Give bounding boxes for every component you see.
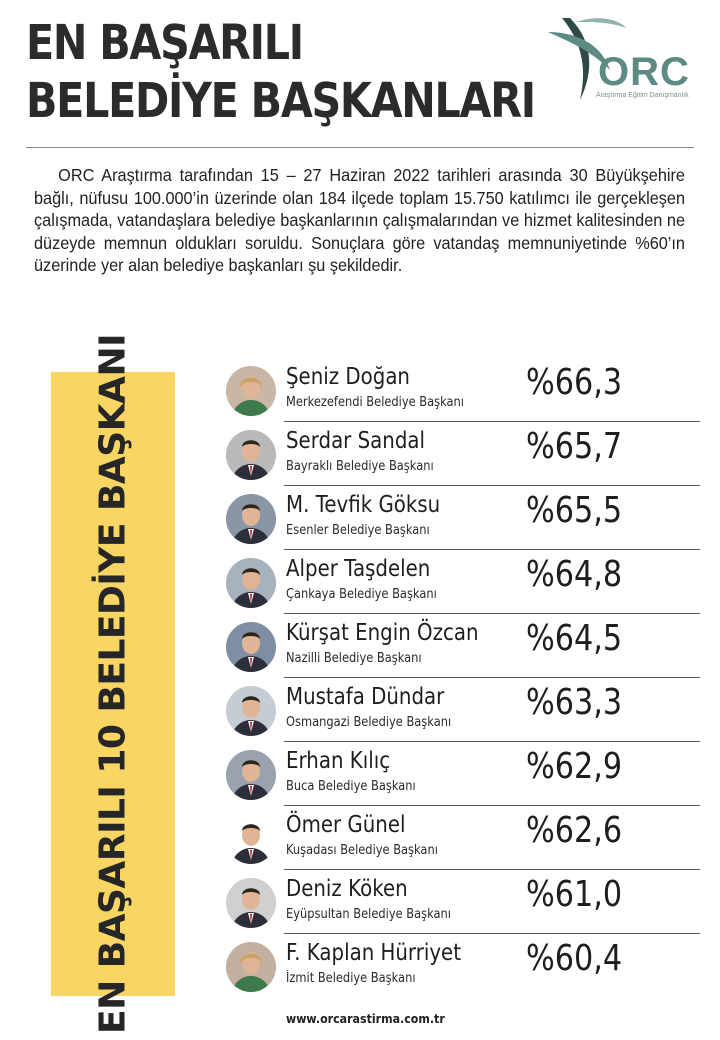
mayor-row — [222, 486, 700, 550]
mayor-portrait-icon — [226, 622, 276, 672]
mayor-name: Kürşat Engin Özcan — [286, 620, 479, 646]
mayor-name: Deniz Köken — [286, 876, 408, 902]
page-title-line-1: EN BAŞARILI — [26, 15, 303, 71]
header-divider — [26, 147, 694, 148]
footer-url[interactable]: www.orcarastirma.com.tr — [286, 1012, 445, 1026]
mayor-score: %62,9 — [526, 746, 623, 787]
mayor-row — [222, 678, 700, 742]
intro-paragraph: ORC Araştırma tarafından 15 – 27 Haziran 2022 tarihleri arasında 30 Büyükşehire bağlı, nüfusu 100.000’in üzerinde olan 184 ilçede toplam 15.750 katılımcı ile gerçekleşen çalışmada, vatandaşlara belediye başkanlarının çalışmalarından ve hizmet kalitesinden ne düzeyde memnun oldukları soruldu. Sonuçlara göre vatandaş memnuniyetinde %60’ın üzerinde yer alan belediye başkanları şu şekildedir. — [34, 165, 686, 275]
mayor-portrait-icon — [226, 558, 276, 608]
mayor-role: İzmit Belediye Başkanı — [286, 971, 416, 986]
mayor-score: %65,5 — [526, 490, 623, 531]
side-banner-label: EN BAŞARILI 10 BELEDİYE BAŞKANI — [92, 334, 134, 1034]
mayor-role: Buca Belediye Başkanı — [286, 779, 416, 794]
logo-text: ORC — [598, 50, 690, 94]
mayor-row — [222, 358, 700, 422]
mayor-score: %66,3 — [526, 362, 623, 403]
mayor-score: %65,7 — [526, 426, 623, 467]
mayor-role: Bayraklı Belediye Başkanı — [286, 459, 434, 474]
mayor-row — [222, 422, 700, 486]
mayor-portrait-icon — [226, 750, 276, 800]
mayor-portrait-icon — [226, 366, 276, 416]
mayor-portrait-icon — [226, 942, 276, 992]
mayor-row — [222, 870, 700, 934]
mayor-score: %63,3 — [526, 682, 623, 723]
mayor-score: %64,5 — [526, 618, 623, 659]
mayor-name: Ömer Günel — [286, 812, 406, 838]
mayor-score: %62,6 — [526, 810, 623, 851]
mayor-role: Merkezefendi Belediye Başkanı — [286, 395, 464, 410]
mayor-name: Serdar Sandal — [286, 428, 425, 454]
mayor-row — [222, 934, 700, 998]
mayor-row — [222, 742, 700, 806]
mayor-role: Nazilli Belediye Başkanı — [286, 651, 422, 666]
mayor-portrait-icon — [226, 878, 276, 928]
logo-subtitle: Araştırma Eğitim Danışmanlık — [596, 92, 689, 99]
mayor-score: %64,8 — [526, 554, 623, 595]
mayor-name: M. Tevfik Göksu — [286, 492, 441, 518]
mayor-score: %61,0 — [526, 874, 623, 915]
mayor-name: Mustafa Dündar — [286, 684, 445, 710]
page-title-line-2: BELEDİYE BAŞKANLARI — [26, 73, 535, 129]
page-title — [26, 14, 535, 130]
mayor-portrait-icon — [226, 686, 276, 736]
mayor-name: F. Kaplan Hürriyet — [286, 940, 461, 966]
mayor-score: %60,4 — [526, 938, 623, 979]
mayor-name: Erhan Kılıç — [286, 748, 391, 774]
mayor-row — [222, 550, 700, 614]
mayor-role: Çankaya Belediye Başkanı — [286, 587, 437, 602]
mayor-portrait-icon — [226, 430, 276, 480]
mayor-role: Osmangazi Belediye Başkanı — [286, 715, 452, 730]
mayor-list — [222, 358, 700, 998]
mayor-role: Esenler Belediye Başkanı — [286, 523, 430, 538]
mayor-portrait-icon — [226, 494, 276, 544]
mayor-role: Eyüpsultan Belediye Başkanı — [286, 907, 451, 922]
mayor-row — [222, 806, 700, 870]
mayor-role: Kuşadası Belediye Başkanı — [286, 843, 438, 858]
mayor-name: Alper Taşdelen — [286, 556, 431, 582]
mayor-row — [222, 614, 700, 678]
mayor-portrait-icon — [226, 814, 276, 864]
mayor-name: Şeniz Doğan — [286, 364, 410, 390]
